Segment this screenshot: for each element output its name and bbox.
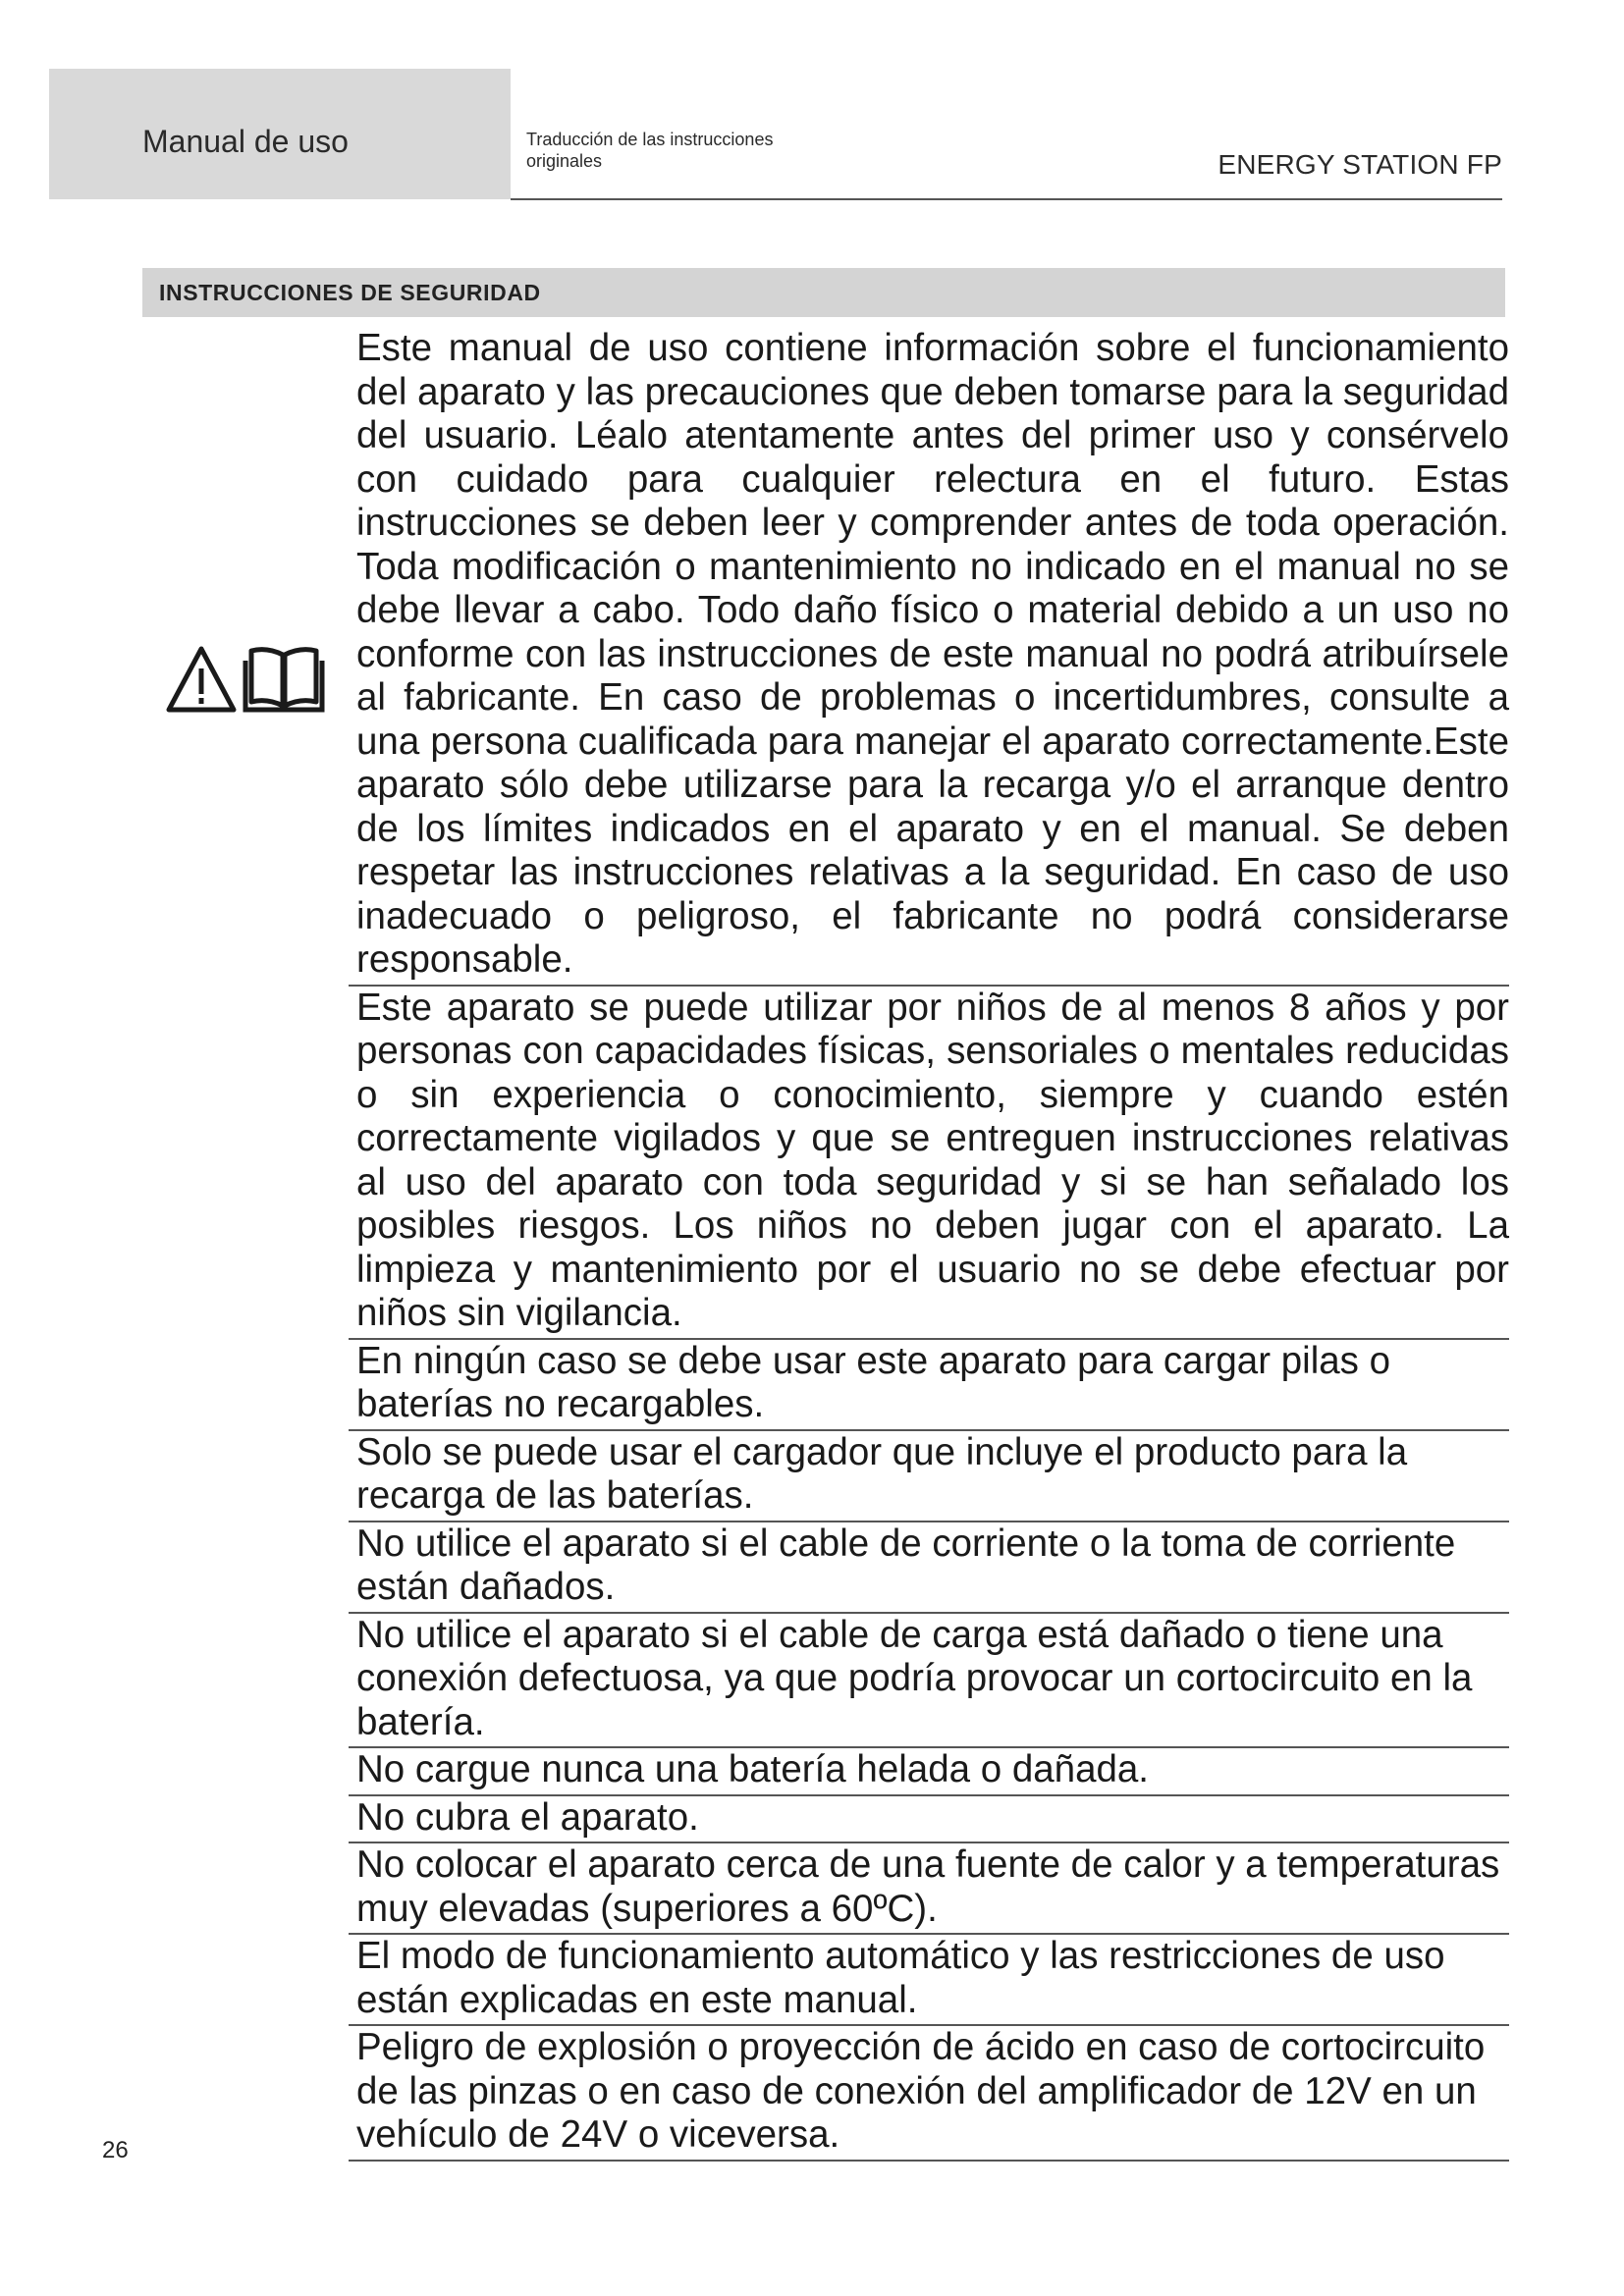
instruction-paragraph: No cubra el aparato. — [349, 1796, 1509, 1844]
manual-label: Manual de uso — [142, 124, 349, 159]
instruction-paragraph: Este aparato se puede utilizar por niños de al menos 8 años y por personas con capacidades físicas, sensoriales o mentales reducidas o sin experiencia o conocimiento, siempre y cuando estén correctamente vigilados y que se entreguen instrucciones relativas al uso del aparato con toda seguridad y si se han señalado los posibles riesgos. Los niños no deben jugar con el aparato. La limpieza y mantenimiento por el usuario no se debe efectuar por niños sin vigilancia. — [349, 987, 1509, 1340]
product-name: ENERGY STATION FP — [1218, 149, 1502, 180]
instruction-paragraph: No cargue nunca una batería helada o dañada. — [349, 1748, 1509, 1796]
instruction-paragraph: No utilice el aparato si el cable de carga está dañado o tiene una conexión defectuosa, ya que podría provocar un cortocircuito en la batería. — [349, 1614, 1509, 1749]
section-header-bar — [142, 268, 1505, 317]
warning-triangle-icon — [169, 649, 234, 710]
open-book-icon — [245, 650, 322, 710]
instruction-paragraph: Solo se puede usar el cargador que incluye el producto para la recarga de las baterías. — [349, 1431, 1509, 1522]
safety-icons — [165, 643, 327, 717]
translation-note: Traducción de las instrucciones originales — [526, 130, 774, 171]
header-divider — [511, 198, 1502, 200]
instruction-paragraph: No colocar el aparato cerca de una fuente de calor y a temperaturas muy elevadas (superiores a 60ºC). — [349, 1843, 1509, 1935]
instruction-paragraph: El modo de funcionamiento automático y las restricciones de uso están explicadas en este manual. — [349, 1935, 1509, 2026]
safety-instructions — [349, 327, 1509, 2162]
instruction-paragraph: No utilice el aparato si el cable de corriente o la toma de corriente están dañados. — [349, 1522, 1509, 1614]
page-number: 26 — [102, 2137, 129, 2163]
instruction-paragraph: Peligro de explosión o proyección de ácido en caso de cortocircuito de las pinzas o en caso de conexión del amplificador de 12V en un vehículo de 24V o viceversa. — [349, 2026, 1509, 2162]
section-title: INSTRUCCIONES DE SEGURIDAD — [159, 280, 541, 305]
instruction-paragraph: En ningún caso se debe usar este aparato para cargar pilas o baterías no recargables. — [349, 1340, 1509, 1431]
instruction-paragraph: Este manual de uso contiene información sobre el funcionamiento del aparato y las precauciones que deben tomarse para la seguridad del usuario. Léalo atentamente antes del primer uso y consérvelo con cuidado para cualquier relectura en el futuro. Estas instrucciones se deben leer y comprender antes de toda operación. Toda modificación o mantenimiento no indicado en el manual no se debe llevar a cabo. Todo daño físico o material debido a un uso no conforme con las instrucciones de este manual no podrá atribuírsele al fabricante. En caso de problemas o incertidumbres, consulte a una persona cualificada para manejar el aparato correctamente.Este aparato sólo debe utilizarse para la recarga y/o el arranque dentro de los límites indicados en el aparato y en el manual. Se deben respetar las instrucciones relativas a la seguridad. En caso de uso inadecuado o peligroso, el fabricante no podrá considerarse responsable. — [349, 327, 1509, 987]
